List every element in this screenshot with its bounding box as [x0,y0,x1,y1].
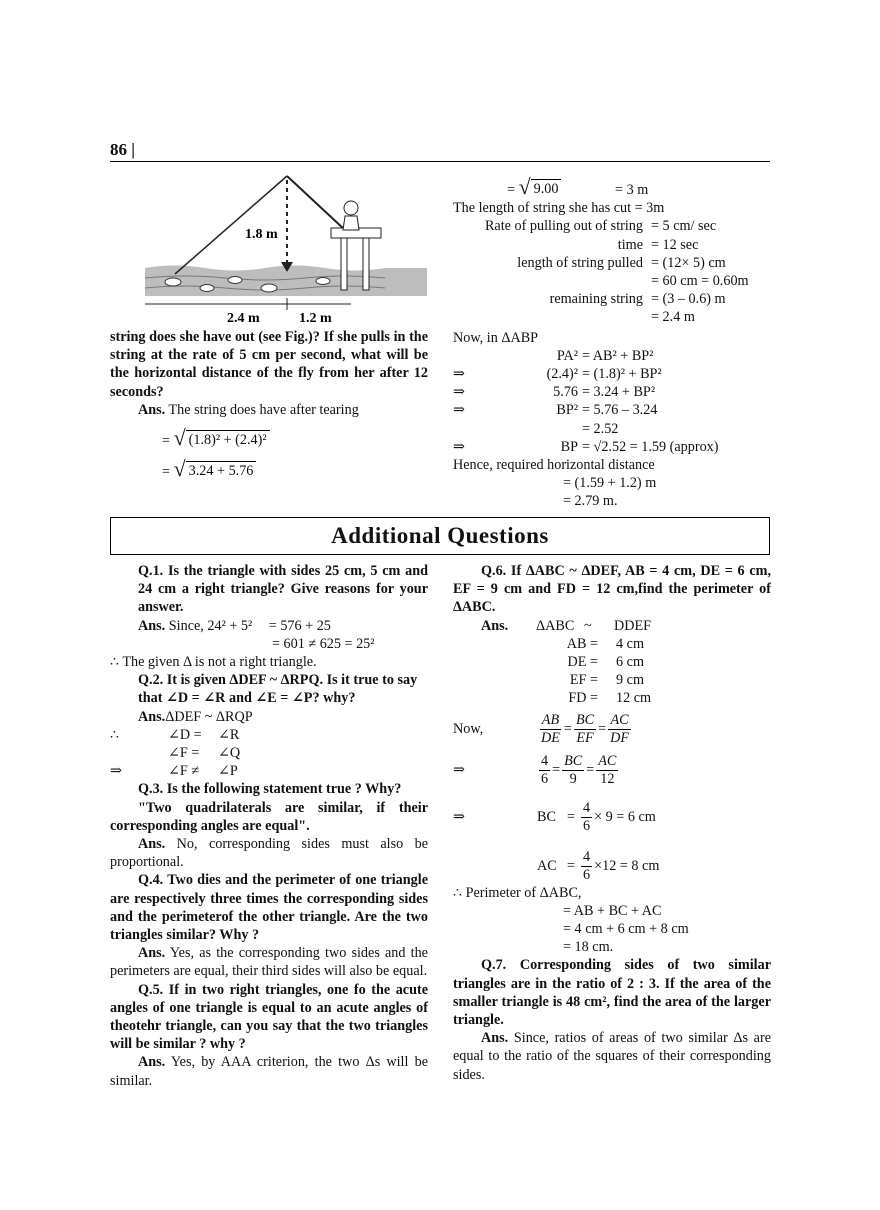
pier-post [341,238,347,290]
pyth-rhs: = (1.8)² + BP² [582,366,662,383]
q1-answer-row [110,617,428,635]
implies-symbol: ⇒ [453,762,465,779]
q7-answer-text: Since, ratios of areas of two similar Δs are equal to the ratio of the squares of their corresponding sides. [453,1030,771,1083]
answer-label: Ans. [481,1030,509,1047]
q6-answer-head [453,617,771,635]
q6-rhs: 9 cm [616,672,644,689]
left-distance-label: 2.4 m [227,311,260,326]
rate-value: = 12 sec [651,236,699,253]
radical-icon: √ [518,174,531,199]
sqrt-body: 3.24 + 5.76 [186,461,257,480]
q1-answer-rhs: = 576 + 25 [268,617,331,634]
pier-post [363,238,369,290]
question-7: Q.7. Corresponding sides of two similar triangles are in the ratio of 2 : 3. If the area of the smaller triangle is 48 cm², find the area of the larger triangle. [453,957,771,1029]
sqrt-result: = 3 m [615,182,649,198]
numerator: AC [598,752,617,769]
q2-rhs: ∠P [218,763,238,780]
q2-lhs: ∠D = [168,726,202,743]
denominator: EF [576,729,594,746]
answer-label: Ans. [138,836,166,853]
fish-icon [316,278,330,285]
implies-symbol: ⇒ [453,384,465,401]
question-1 [110,562,428,617]
q6-head-mid: ~ [584,617,592,634]
q2-rhs: ∠R [218,726,240,743]
fraction [539,712,562,747]
pyth-rhs: = AB² + BP² [582,347,654,364]
q6-row [453,671,771,689]
pyth-rhs: = 2.52 [582,420,619,437]
q3-answer-text: No, corresponding sides must also be proportional. [110,836,428,871]
radical-icon: √ [173,456,186,482]
equals-sign: = [507,182,516,198]
pyth-rhs: = 5.76 – 3.24 [582,402,658,419]
implies-symbol: ⇒ [453,809,465,826]
question-4: Q.4. Two dies and the perimeter of one triangle are respectively three times the corresponding sides and the perimeterof the other triangle. Are the two triangles similar? Why ? [110,872,428,944]
numerator: AC [610,711,629,728]
q1-answer-lhs: Since, 24² + 5² [168,617,253,634]
sqrt-line [453,176,771,199]
right-bottom-column [453,562,771,1084]
ac-lhs: AC [537,858,557,875]
q6-lhs: EF = [569,672,598,689]
pyth-lhs: BP [560,438,578,455]
q6-row [453,635,771,653]
fish-icon [228,277,242,284]
rate-rows [453,217,771,326]
q6-lhs: AB = [566,635,598,652]
q6-lhs: DE = [567,654,598,671]
left-bottom-column [110,562,428,1090]
question-2: Q.2. It is given ΔDEF ~ ΔRPQ. Is it true to say that ∠D = ∠R and ∠E = ∠P? why? [138,672,418,707]
q1-conclusion: ∴ The given Δ is not a right triangle. [110,654,317,671]
pyth-lhs: (2.4)² [546,366,578,383]
fraction [608,712,631,747]
fraction [574,712,596,747]
pyth-lhs: PA² [556,347,578,364]
denominator: 9 [569,770,577,787]
height-label: 1.8 m [245,227,278,242]
perimeter-heading: ∴ Perimeter of ΔABC, [453,884,582,901]
denominator: 6 [583,866,591,883]
q2-row [110,744,428,762]
question-6: Q.6. If ΔABC ~ ΔDEF, AB = 4 cm, DE = 6 cm, EF = 9 cm and FD = 12 cm,find the perimeter of ΔABC. [453,563,771,616]
sqrt-expression [174,458,257,480]
q2-row [110,762,428,780]
sqrt-body: 9.00 [531,179,562,198]
ac-row [453,849,771,884]
section-heading-box [110,517,770,555]
right-distance-label: 1.2 m [299,311,332,326]
denominator: DF [610,729,630,746]
pyth-rhs: = 3.24 + BP² [582,384,656,401]
implies-symbol: ⇒ [453,402,465,419]
denominator: DE [541,729,560,746]
q2-lhs: ∠F ≠ [168,763,200,780]
q6-lhs: FD = [568,690,598,707]
rate-label: Rate of pulling out of string [484,218,643,235]
fraction [539,753,550,788]
rate-value: = 60 cm = 0.60m [651,273,749,290]
equation-row [110,458,428,481]
numerator: BC [564,752,583,769]
equals-sign: = [162,464,171,481]
q1-answer-line: = 601 ≠ 625 = 25² [272,635,375,652]
equals-sign: = [567,809,576,826]
fishing-diagram [145,168,427,326]
ac-rest: ×12 = 8 cm [594,858,660,875]
numerator: BC [575,711,595,728]
answer-text: The string does have after tearing [168,401,359,418]
numerator: 4 [583,799,591,816]
fish-icon [200,285,214,292]
sqrt-body: (1.8)² + (2.4)² [186,430,270,449]
final-row: = 2.79 m. [563,493,618,510]
pyth-lhs: BP² [556,402,578,419]
section-title: Additional Questions [331,523,549,548]
equation-row [110,427,428,450]
implies-symbol: ⇒ [453,366,465,383]
denominator: 6 [541,770,549,787]
question-5: Q.5. If in two right triangles, one fo the acute angles of one triangle is equal to an acute angles of theotehr triangle, can you say that the two triangles will be similar ? why ? [110,981,428,1053]
page-number: 86 | [110,140,135,159]
fish-icon [261,284,277,292]
left-top-column [110,328,428,481]
fraction [581,849,592,884]
denominator: 12 [600,770,615,787]
numerator: 4 [541,752,549,769]
now-label: Now, [453,721,484,738]
q5-answer-text: Yes, by AAA criterion, the two Δs will be similar. [110,1054,428,1089]
answer-label: Ans. [138,945,166,962]
fishing-rod [287,176,345,230]
question-1-text: Q.1. Is the triangle with sides 25 cm, 5 cm and 24 cm a right triangle? Give reasons for your answer. [138,563,428,616]
fraction [596,753,618,788]
rate-value: = (12× 5) cm [651,254,726,271]
q2-lhs: ∠F = [168,745,200,762]
right-top-column [453,176,771,511]
question-continuation: string does she have out (see Fig.)? If she pulls in the string at the rate of 5 cm per second, what will be the horizontal distance of the fly from her after 12 seconds? [110,329,428,400]
question-3: Q.3. Is the following statement true ? Why? [138,781,402,798]
rate-label: remaining string [549,291,643,308]
answer-label: Ans. [138,1054,166,1071]
q6-row [453,689,771,707]
pyth-lhs: 5.76 [553,384,578,401]
perimeter-row: = 18 cm. [563,939,614,956]
hence-line: Hence, required horizontal distance [453,457,655,474]
q6-rhs: 4 cm [616,635,644,652]
therefore-symbol: ∴ [110,726,120,743]
string-cut-line: The length of string she has cut = 3m [453,200,665,217]
ratio-row: Now, $\frac{AB}{DE}$ = $\frac{BC}{EF}$ = $\frac{AC}{DF}$ [453,711,630,746]
fishing-figure [145,168,427,326]
q6-row [453,653,771,671]
fraction [562,753,584,788]
now-line: Now, in ΔABP [453,329,539,346]
fish-icon [165,278,181,286]
q2-answer-text: ΔDEF ~ ΔRQP [165,708,253,725]
pythagoras-rows [453,347,771,456]
bc-rest: × 9 = 6 cm [594,809,656,826]
answer-label: Ans. [138,708,166,725]
perimeter-row: = 4 cm + 6 cm + 8 cm [563,921,689,938]
numerator: 4 [583,848,591,865]
denominator: 6 [583,817,591,834]
numerator: AB [541,711,560,728]
fishing-string [175,176,287,274]
girl-head [344,201,358,215]
q6-head-left: ΔABC [536,617,575,634]
sqrt-expression [519,176,562,198]
rate-label: time [617,236,643,253]
equals-sign: = [567,858,576,875]
bc-row [453,800,771,835]
rate-value: = 2.4 m [651,309,695,326]
bc-lhs: BC [537,809,556,826]
rate-value: = (3 – 0.6) m [651,291,726,308]
q6-rhs: 12 cm [616,690,652,707]
equals-sign: = [162,433,171,450]
radical-icon: √ [173,425,186,451]
rate-label: length of string pulled [517,254,643,271]
q2-row [110,726,428,744]
answer-label: Ans. [138,617,166,634]
answer-label: Ans. [481,617,509,634]
girl-body [343,216,359,230]
sqrt-expression [174,427,270,449]
rate-value: = 5 cm/ sec [651,218,717,235]
q4-answer-text: Yes, as the corresponding two sides and the perimeters are equal, their third sides will also be equal. [110,945,428,980]
implies-symbol: ⇒ [110,763,122,780]
answer-label: Ans. [138,401,166,418]
final-row: = (1.59 + 1.2) m [563,475,657,492]
q2-rhs: ∠Q [218,745,241,762]
pyth-rhs: = √2.52 = 1.59 (approx) [582,438,719,455]
header-rule [110,161,770,162]
perimeter-row: = AB + BC + AC [563,902,662,919]
implies-symbol: ⇒ [453,438,465,455]
question-3-quote: "Two quadrilaterals are similar, if their corresponding angles are equal". [110,799,428,834]
q6-head-right: DDEF [614,617,652,634]
q6-rhs: 6 cm [616,654,644,671]
fraction [581,800,592,835]
ratio-row: ⇒ $\frac{4}{6}$ = $\frac{BC}{9}$ = $\frac{AC}{12}$ [453,752,617,787]
